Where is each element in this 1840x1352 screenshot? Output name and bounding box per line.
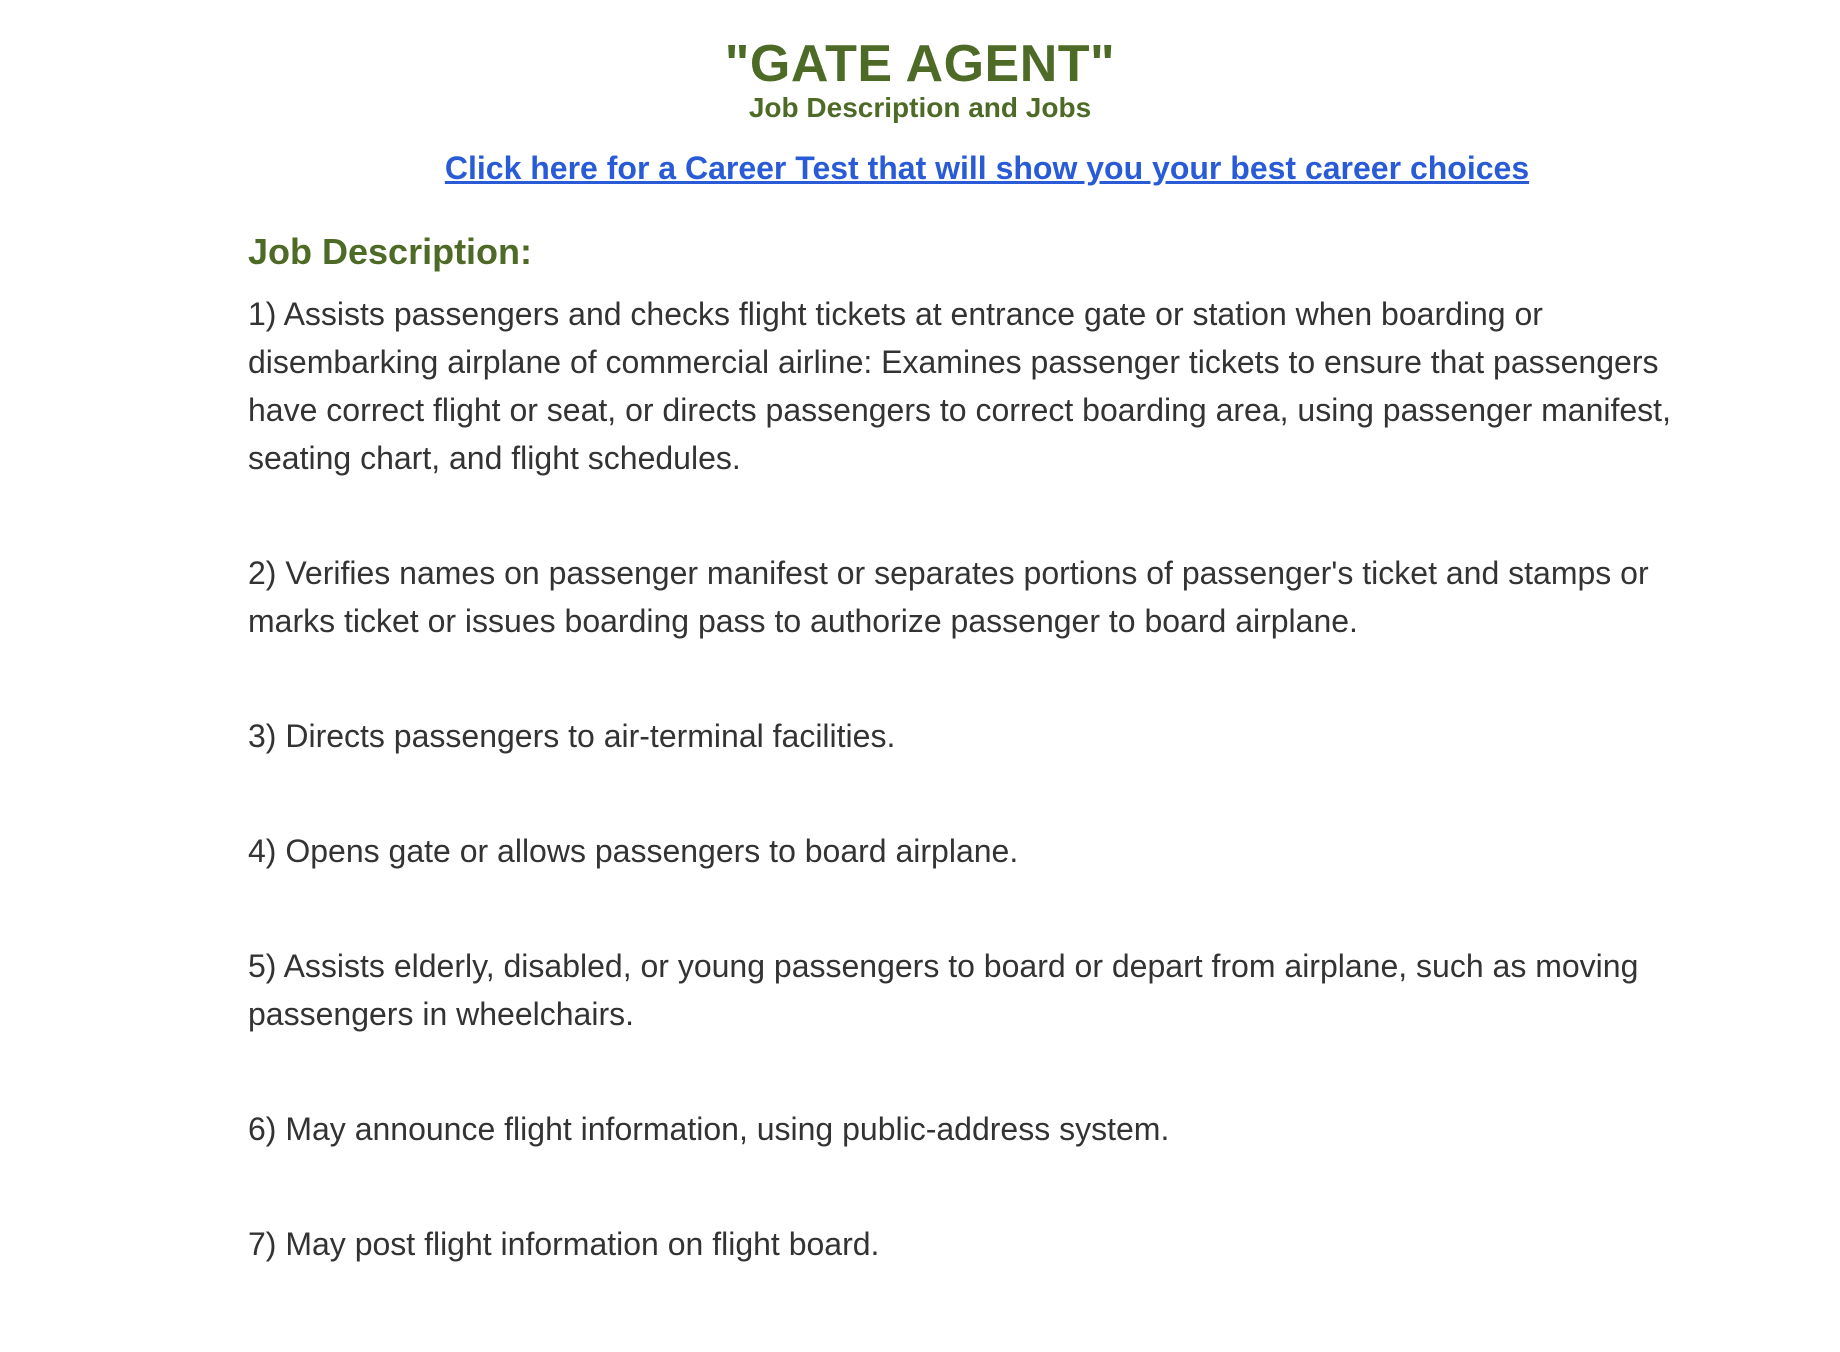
duty-item-2: 2) Verifies names on passenger manifest or separates portions of passenger's ticket and stamps or marks ticket or issues boarding pass to authorize passenger to board airplane. [248,555,1649,639]
duty-item-1: 1) Assists passengers and checks flight tickets at entrance gate or station when boarding or disembarking airplane of commercial airline: Examines passenger tickets to ensure that passengers have correct flight or seat, or directs passengers to correct boarding area, using passenger manifest, seating chart, and flight schedules. [248,296,1671,476]
duty-item-6: 6) May announce flight information, using public-address system. [248,1111,1170,1147]
duty-item-4: 4) Opens gate or allows passengers to board airplane. [248,833,1019,869]
page-header [0,36,1840,124]
duty-item-3: 3) Directs passengers to air-terminal facilities. [248,718,896,754]
job-description-section [248,230,1678,1335]
duty-item-5: 5) Assists elderly, disabled, or young passengers to board or depart from airplane, such as moving passengers in wheelchairs. [248,948,1639,1032]
duty-item-7: 7) May post flight information on flight board. [248,1226,880,1262]
page-subtitle: Job Description and Jobs [748,92,1092,123]
career-link-container [400,148,1574,188]
career-test-link[interactable]: Click here for a Career Test that will show you your best career choices [444,150,1530,186]
job-description-heading: Job Description: [248,231,533,272]
page-title: "GATE AGENT" [724,35,1116,93]
